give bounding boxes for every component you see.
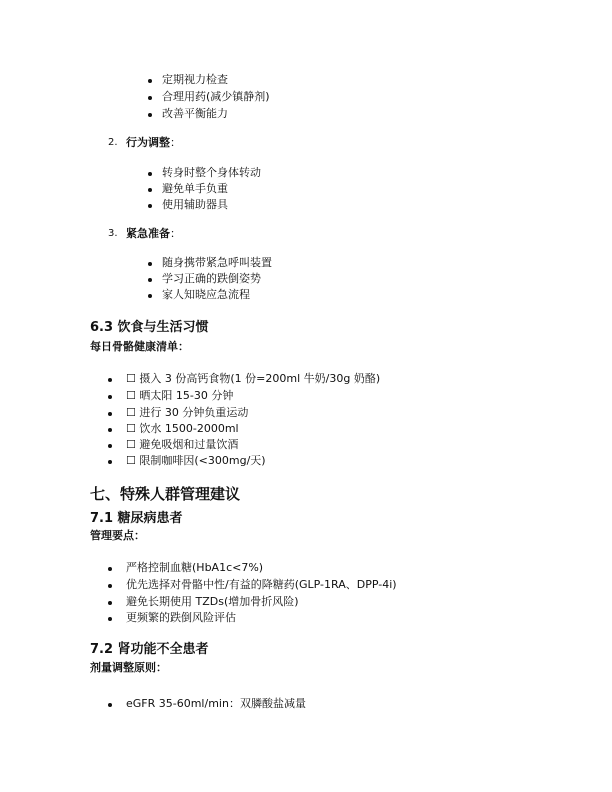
bullet bbox=[108, 395, 112, 399]
section-heading-6-3: 6.3 饮食与生活习惯 bbox=[90, 320, 209, 335]
list-item: 随身携带紧急呼叫装置 bbox=[162, 256, 272, 269]
checklist-item bbox=[126, 422, 239, 436]
list-item: 转身时整个身体转动 bbox=[162, 166, 261, 179]
bullet bbox=[148, 262, 152, 266]
list-item: 更频繁的跌倒风险评估 bbox=[126, 611, 236, 624]
bullet bbox=[108, 567, 112, 571]
checklist-item-text: 避免吸烟和过量饮酒 bbox=[139, 438, 239, 451]
list-item: 定期视力检查 bbox=[162, 73, 228, 86]
bullet bbox=[148, 204, 152, 208]
bullet bbox=[148, 172, 152, 176]
bullet bbox=[108, 617, 112, 621]
colon: ： bbox=[170, 227, 181, 240]
bullet bbox=[148, 113, 152, 117]
list-item: 改善平衡能力 bbox=[162, 107, 228, 120]
checkbox-icon: ☐ bbox=[126, 422, 136, 435]
list-item-title: 行为调整 bbox=[126, 136, 170, 149]
bullet bbox=[108, 601, 112, 605]
section-heading-7-1: 7.1 糖尿病患者 bbox=[90, 511, 183, 526]
checkbox-icon: ☐ bbox=[126, 389, 136, 402]
checklist-item-text: 进行 30 分钟负重运动 bbox=[139, 406, 249, 419]
section-label: 剂量调整原则： bbox=[90, 661, 167, 674]
list-item: 家人知晓应急流程 bbox=[162, 288, 250, 301]
bullet bbox=[108, 378, 112, 382]
checklist-item-text: 摄入 3 份高钙食物(1 份=200ml 牛奶/30g 奶酪) bbox=[139, 372, 381, 385]
list-item: eGFR 35-60ml/min：双膦酸盐减量 bbox=[126, 697, 306, 710]
checklist-item-text: 限制咖啡因(<300mg/天) bbox=[139, 454, 266, 467]
list-item-heading bbox=[126, 136, 181, 150]
list-item: 避免长期使用 TZDs(增加骨折风险) bbox=[126, 595, 299, 608]
checkbox-icon: ☐ bbox=[126, 438, 136, 451]
list-item: 严格控制血糖(HbA1c<7%) bbox=[126, 561, 264, 574]
bullet bbox=[148, 79, 152, 83]
bullet bbox=[148, 294, 152, 298]
checklist-item bbox=[126, 372, 380, 386]
list-item: 避免单手负重 bbox=[162, 182, 228, 195]
list-item: 合理用药(减少镇静剂) bbox=[162, 90, 270, 103]
bullet bbox=[108, 412, 112, 416]
list-item: 使用辅助器具 bbox=[162, 198, 228, 211]
bullet bbox=[108, 584, 112, 588]
checklist-item bbox=[126, 454, 266, 468]
bullet bbox=[108, 444, 112, 448]
checklist-item-text: 晒太阳 15-30 分钟 bbox=[139, 389, 234, 402]
section-label: 管理要点： bbox=[90, 529, 145, 542]
checklist-item bbox=[126, 406, 248, 420]
bullet bbox=[108, 460, 112, 464]
checkbox-icon: ☐ bbox=[126, 454, 136, 467]
list-item: 优先选择对骨骼中性/有益的降糖药(GLP-1RA、DPP-4i) bbox=[126, 578, 397, 591]
list-number: 3. bbox=[108, 228, 118, 239]
list-item-title: 紧急准备 bbox=[126, 227, 170, 240]
checklist-item bbox=[126, 389, 233, 403]
checklist-item bbox=[126, 438, 238, 452]
section-heading-7-2: 7.2 肾功能不全患者 bbox=[90, 642, 209, 657]
checklist-label: 每日骨骼健康清单： bbox=[90, 340, 189, 353]
list-number: 2. bbox=[108, 137, 118, 148]
checkbox-icon: ☐ bbox=[126, 406, 136, 419]
bullet bbox=[148, 278, 152, 282]
chapter-heading-7: 七、特殊人群管理建议 bbox=[90, 485, 241, 503]
bullet bbox=[148, 96, 152, 100]
bullet bbox=[108, 703, 112, 707]
checklist-item-text: 饮水 1500-2000ml bbox=[139, 422, 239, 435]
colon: ： bbox=[170, 136, 181, 149]
list-item: 学习正确的跌倒姿势 bbox=[162, 272, 261, 285]
checkbox-icon: ☐ bbox=[126, 372, 136, 385]
bullet bbox=[148, 188, 152, 192]
bullet bbox=[108, 428, 112, 432]
list-item-heading bbox=[126, 227, 181, 241]
